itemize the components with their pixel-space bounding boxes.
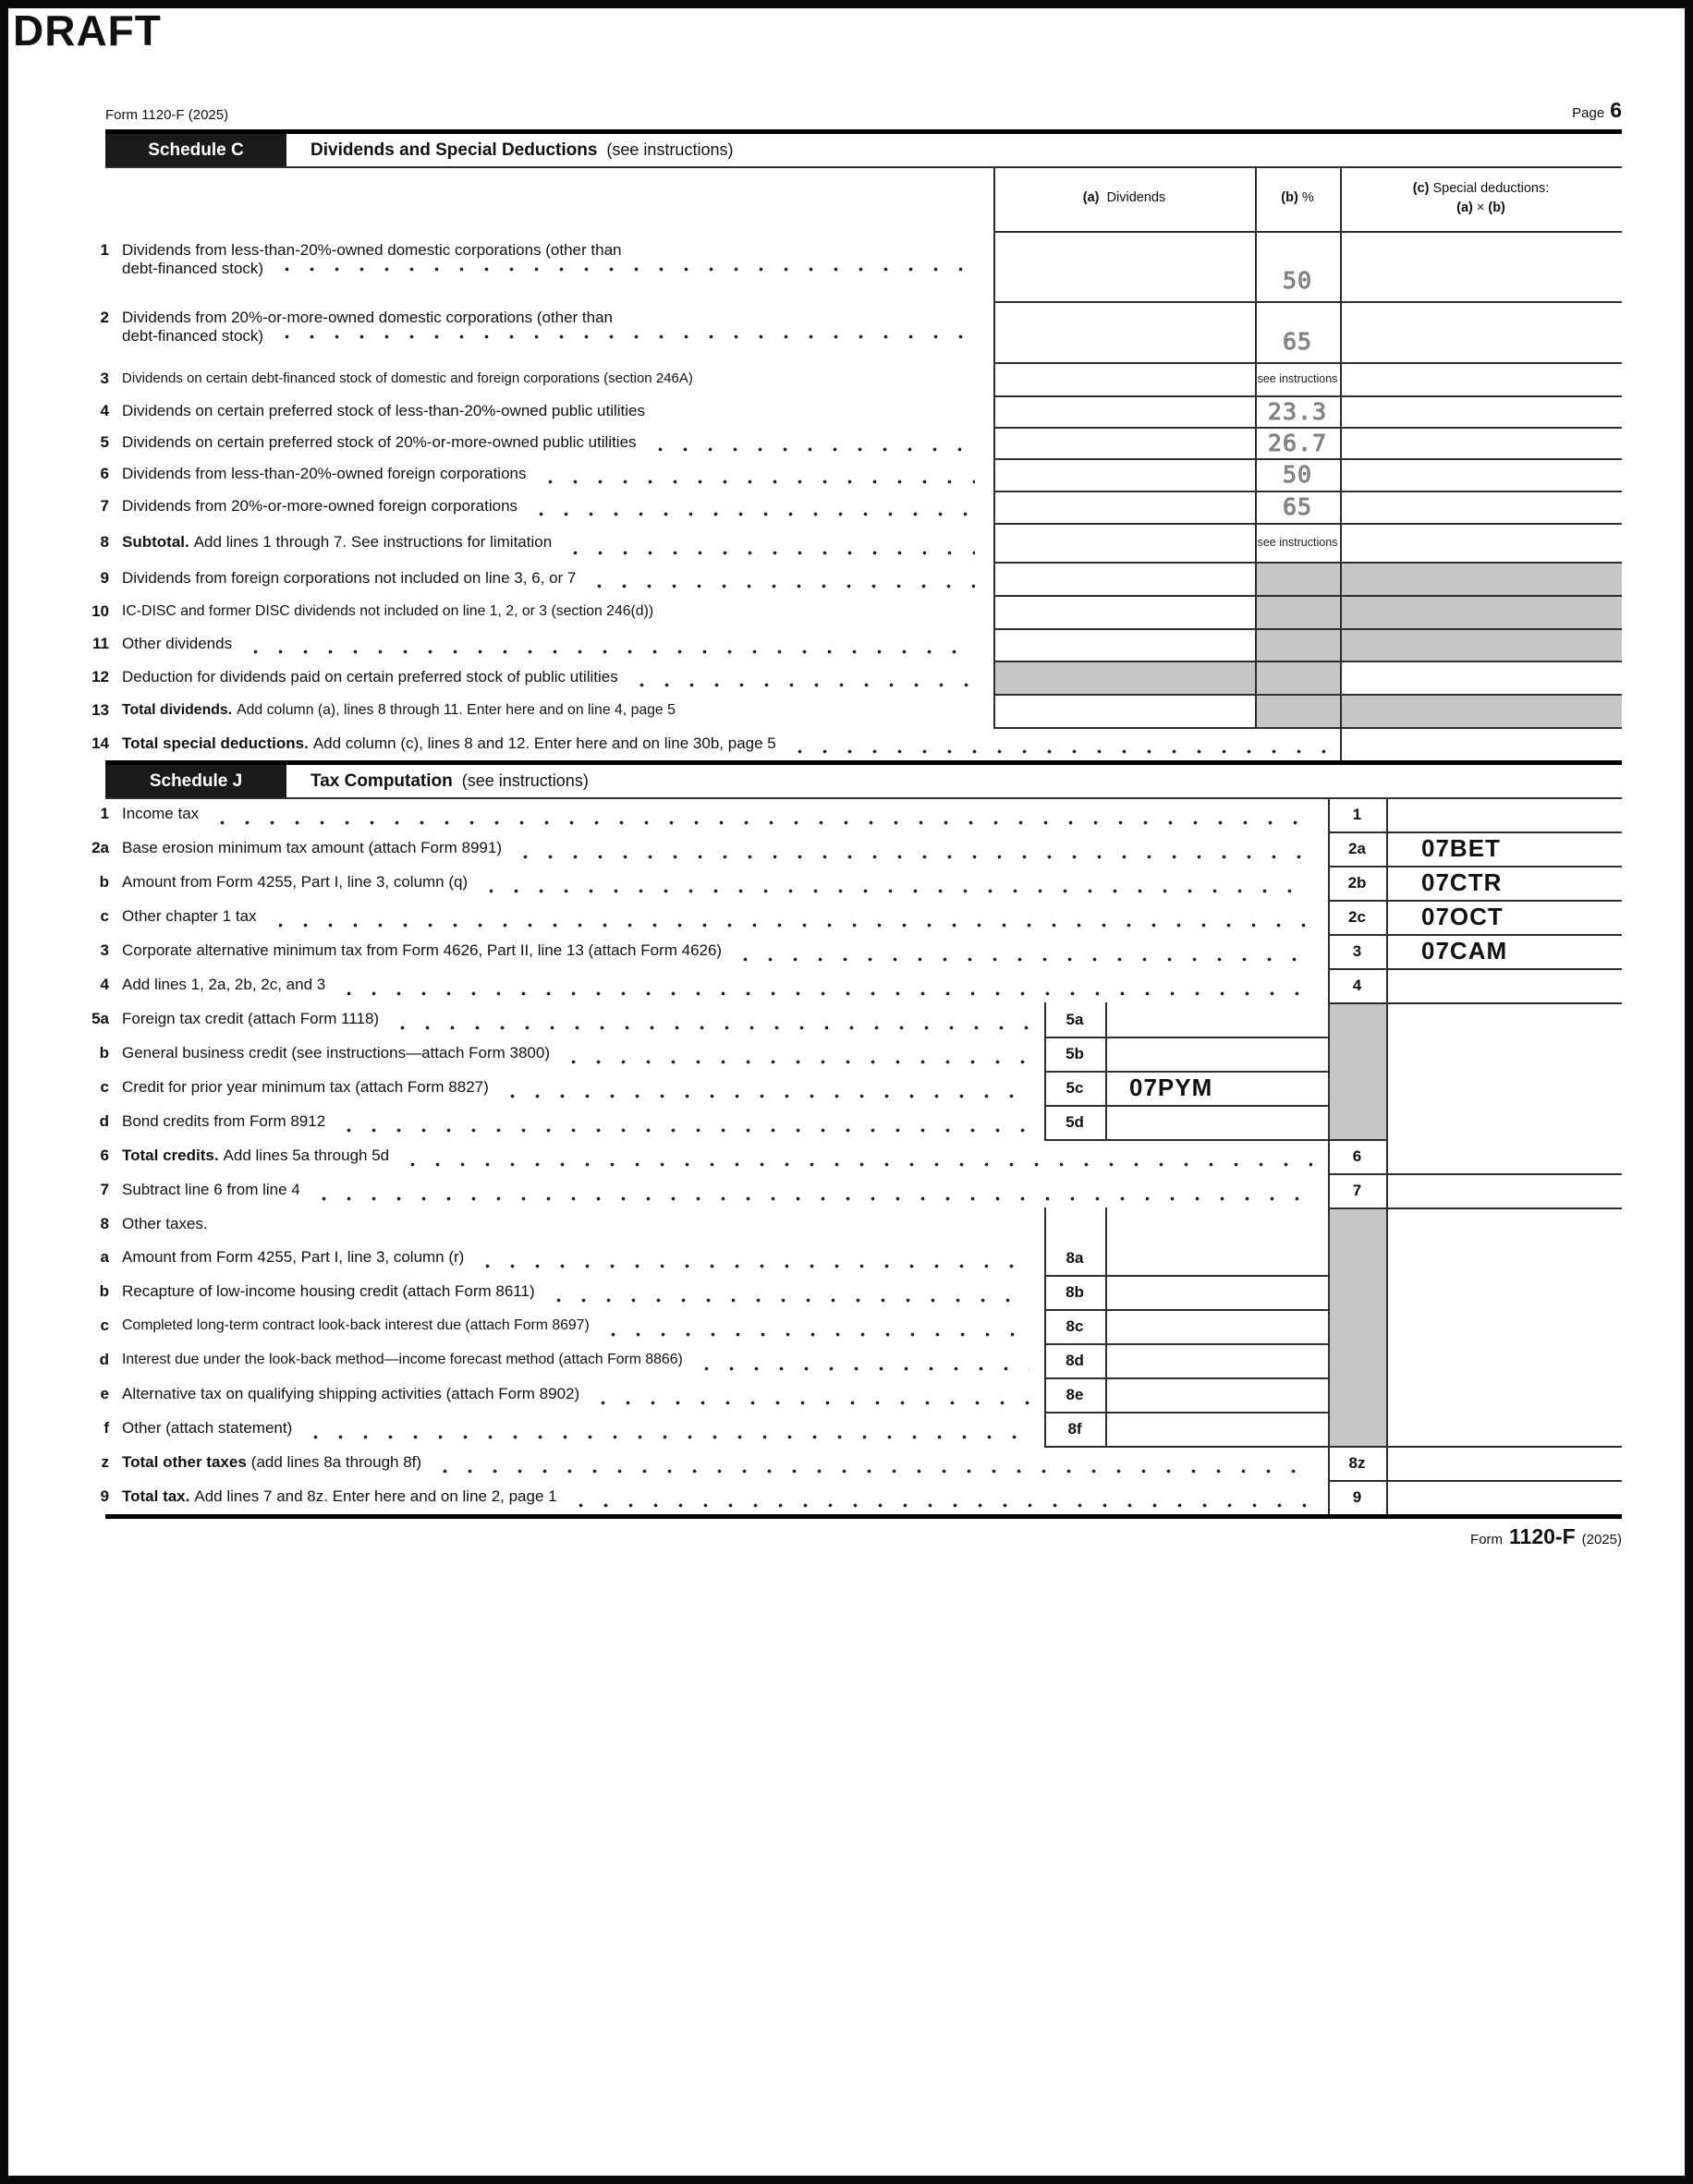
sj-line8z-label: z Total other taxes (add lines 8a through 8f)	[55, 1446, 1322, 1480]
sc-line6-label: 6 Dividends from less-than-20%-owned foreign corporations	[55, 458, 984, 491]
sc-line11-label: 11 Other dividends	[55, 628, 984, 661]
sj-line5a-amount-field[interactable]	[1105, 1002, 1328, 1037]
sj-line8a-label: a Amount from Form 4255, Part I, line 3, column (r)	[55, 1241, 1039, 1275]
sj-line9-number: 9	[1352, 1487, 1362, 1506]
sj-line8e-box: 8e	[1066, 1385, 1084, 1403]
sj-line8-label: 8 Other taxes.	[100, 1214, 208, 1232]
shaded-cell	[1255, 562, 1622, 595]
grid-line	[1328, 1207, 1622, 1209]
sj-line8f-box: 8f	[1067, 1419, 1082, 1438]
dot-leader	[529, 512, 975, 516]
dot-leader	[243, 649, 975, 654]
sj-line2c-amount-field[interactable]: 07OCT	[1421, 903, 1504, 930]
sj-line8c-box: 8c	[1066, 1316, 1084, 1335]
sc-line1-label: 1 Dividends from less-than-20%-owned domestic corporations (other than debt-financed stock)	[55, 231, 984, 311]
dot-leader	[787, 749, 1331, 754]
shaded-cell	[993, 661, 1340, 694]
sj-line7-label: 7 Subtract line 6 from line 4	[55, 1173, 1322, 1207]
sj-line2a-number: 2a	[1348, 839, 1366, 857]
dot-leader	[733, 957, 1312, 962]
sj-line4-amount-field[interactable]	[1386, 968, 1622, 1002]
dot-leader	[475, 1264, 1029, 1268]
sj-line5b-box: 5b	[1066, 1044, 1084, 1062]
sc-line8-dividends-field[interactable]	[995, 525, 1253, 560]
sc-line13-dividends-field[interactable]	[995, 696, 1253, 725]
dot-leader	[513, 855, 1312, 859]
sc-line5-dividends-field[interactable]	[995, 429, 1253, 456]
sc-line5-special-deduction-field[interactable]	[1342, 429, 1620, 456]
sj-line8b-box: 8b	[1066, 1282, 1084, 1301]
sc-line4-label: 4 Dividends on certain preferred stock of less-than-20%-owned public utilities	[100, 401, 646, 419]
dot-leader	[274, 334, 975, 339]
sj-line2a-amount-field[interactable]: 07BET	[1421, 834, 1501, 862]
sj-line6-label: 6 Total credits. Add lines 5a through 5d	[55, 1139, 1322, 1173]
sc-line5-label: 5 Dividends on certain preferred stock of 20%-or-more-owned public utilities	[55, 427, 984, 458]
sc-line7-pct: 65	[1282, 493, 1313, 520]
dot-leader	[311, 1196, 1312, 1201]
sj-line8z-number: 8z	[1348, 1453, 1366, 1472]
sj-line2b-number: 2b	[1347, 873, 1367, 892]
col-c-header: (c) Special deductions: (a) × (b)	[1412, 180, 1550, 215]
sj-line7-amount-field[interactable]	[1386, 1173, 1622, 1207]
sj-line8a-box: 8a	[1066, 1248, 1084, 1267]
sc-line8-pct-note: see instructions	[1257, 536, 1338, 549]
sj-line9-label: 9 Total tax. Add lines 7 and 8z. Enter here and on line 2, page 1	[55, 1480, 1322, 1514]
sc-line10-label: 10 IC-DISC and former DISC dividends not included on line 1, 2, or 3 (section 246(d))	[91, 601, 654, 620]
dot-leader	[479, 889, 1312, 893]
sj-line5b-amount-field[interactable]	[1105, 1037, 1328, 1071]
sc-line14-label: 14 Total special deductions. Add column (c), lines 8 and 12. Enter here and on line 30b, page 5	[55, 727, 1340, 760]
dot-leader	[303, 1435, 1029, 1439]
sc-line8-special-deduction-field[interactable]	[1342, 525, 1620, 560]
sc-line14-special-deduction-field[interactable]	[1342, 729, 1620, 758]
schedule-c-header	[105, 134, 1622, 166]
schedule-c-title: Dividends and Special Deductions	[311, 140, 598, 160]
sc-line4-special-deduction-field[interactable]	[1342, 397, 1620, 425]
sc-line12-label: 12 Deduction for dividends paid on certain preferred stock of public utilities	[55, 661, 984, 694]
sc-line13-label: 13 Total dividends. Add column (a), lines 8 through 11. Enter here and on line 4, page 5	[91, 700, 676, 719]
sj-line9-amount-field[interactable]	[1386, 1480, 1622, 1514]
sj-line2c-label: c Other chapter 1 tax	[55, 900, 1322, 934]
sc-line9-label: 9 Dividends from foreign corporations not included on line 3, 6, or 7	[55, 562, 984, 595]
col-b-header: (b) %	[1281, 190, 1314, 206]
sj-line2c-number: 2c	[1348, 907, 1366, 926]
dot-leader	[563, 551, 975, 555]
dot-leader	[336, 991, 1312, 996]
sc-line10-dividends-field[interactable]	[995, 597, 1253, 626]
page-number: 6	[1610, 98, 1622, 122]
sc-line6-dividends-field[interactable]	[995, 460, 1253, 489]
shaded-cell	[1328, 1207, 1386, 1446]
grid-line	[1328, 1002, 1622, 1004]
sj-line4-number: 4	[1352, 976, 1362, 994]
footer-form-id: Form 1120-F (2025)	[1470, 1524, 1622, 1548]
dot-leader	[210, 820, 1312, 825]
page-word: Page	[1572, 105, 1605, 121]
sc-line1-pct: 50	[1282, 267, 1313, 294]
sj-line5d-box: 5d	[1066, 1112, 1084, 1131]
sj-line8e-amount-field[interactable]	[1105, 1377, 1328, 1412]
dot-leader	[274, 267, 975, 272]
dot-leader	[591, 1401, 1029, 1405]
sc-line2-special-deduction-field[interactable]	[1342, 303, 1620, 360]
sj-line5d-amount-field[interactable]	[1105, 1105, 1328, 1139]
sc-line7-dividends-field[interactable]	[995, 492, 1253, 521]
dot-leader	[538, 479, 976, 484]
sc-line3-special-deduction-field[interactable]	[1342, 364, 1620, 394]
dot-leader	[587, 584, 975, 588]
sc-line6-pct: 50	[1282, 461, 1313, 488]
dot-leader	[432, 1469, 1312, 1474]
sj-line1-amount-field[interactable]	[1386, 797, 1622, 831]
page-indicator	[1572, 98, 1622, 123]
sc-line2-pct: 65	[1282, 328, 1313, 355]
dot-leader	[629, 683, 975, 687]
sc-line1-special-deduction-field[interactable]	[1342, 233, 1620, 299]
dot-leader	[400, 1162, 1312, 1167]
sj-line6-amount-field[interactable]	[1386, 1139, 1622, 1173]
shaded-cell	[1328, 1002, 1386, 1139]
sj-line2a-label: 2a Base erosion minimum tax amount (attach Form 8991)	[55, 831, 1322, 866]
sj-line3-number: 3	[1352, 941, 1362, 960]
sj-line8f-label: f Other (attach statement)	[55, 1412, 1039, 1446]
sj-line5c-box: 5c	[1066, 1078, 1084, 1097]
sj-line8a-amount-field[interactable]	[1105, 1241, 1328, 1275]
sj-line5b-label: b General business credit (see instructions—attach Form 3800)	[55, 1037, 1039, 1071]
dot-leader	[500, 1094, 1029, 1098]
sc-line7-label: 7 Dividends from 20%-or-more-owned foreign corporations	[55, 491, 984, 523]
sc-line8-label: 8 Subtotal. Add lines 1 through 7. See instructions for limitation	[55, 523, 984, 562]
col-a-header: (a) Dividends	[1082, 190, 1166, 206]
sc-line7-special-deduction-field[interactable]	[1342, 492, 1620, 521]
sj-line8f-amount-field[interactable]	[1105, 1412, 1328, 1446]
sc-line9-dividends-field[interactable]	[995, 564, 1253, 593]
sj-line5a-box: 5a	[1066, 1010, 1084, 1028]
dot-leader	[694, 1366, 1029, 1371]
sc-line11-dividends-field[interactable]	[995, 630, 1253, 659]
sj-line4-label: 4 Add lines 1, 2a, 2b, 2c, and 3	[55, 968, 1322, 1002]
dot-leader	[601, 1332, 1029, 1337]
dot-leader	[336, 1128, 1029, 1133]
sc-line3-label: 3 Dividends on certain debt-financed stock of domestic and foreign corporations (section 246A)	[100, 369, 693, 387]
draft-watermark: DRAFT	[13, 6, 162, 55]
sj-line8b-amount-field[interactable]	[1105, 1275, 1328, 1309]
sc-line3-pct-note: see instructions	[1257, 372, 1338, 385]
schedule-j-header	[105, 765, 1622, 797]
sj-line8d-amount-field[interactable]	[1105, 1343, 1328, 1377]
sj-line8c-label: c Completed long-term contract look-back interest due (attach Form 8697)	[55, 1309, 1039, 1343]
sc-line2-label: 2 Dividends from 20%-or-more-owned domestic corporations (other than debt-financed stock)	[55, 301, 984, 370]
sj-line8e-label: e Alternative tax on qualifying shipping activities (attach Form 8902)	[55, 1377, 1039, 1412]
sj-line6-number: 6	[1352, 1147, 1362, 1165]
sc-line3-dividends-field[interactable]	[995, 364, 1253, 394]
shaded-cell	[1255, 628, 1622, 661]
schedule-j-hint: (see instructions)	[461, 771, 589, 790]
sj-line8z-amount-field[interactable]	[1386, 1446, 1622, 1480]
schedule-c-tab: Schedule C	[105, 134, 286, 166]
sj-line5c-amount-field[interactable]: 07PYM	[1129, 1074, 1213, 1101]
sj-line3-label: 3 Corporate alternative minimum tax from Form 4626, Part II, line 13 (attach Form 4626)	[55, 934, 1322, 968]
sc-line12-special-deduction-field[interactable]	[1342, 662, 1620, 692]
divider	[105, 1514, 1622, 1519]
dot-leader	[648, 447, 975, 452]
sj-line1-label: 1 Income tax	[55, 797, 1322, 831]
dot-leader	[561, 1060, 1029, 1064]
sj-line1-number: 1	[1352, 805, 1362, 823]
sj-line8d-box: 8d	[1066, 1351, 1084, 1369]
dot-leader	[268, 923, 1312, 928]
schedule-c-hint: (see instructions)	[606, 140, 734, 159]
dot-leader	[390, 1025, 1029, 1030]
sj-line7-number: 7	[1352, 1181, 1362, 1199]
sc-line4-pct: 23.3	[1267, 397, 1328, 425]
sc-line6-special-deduction-field[interactable]	[1342, 460, 1620, 489]
sc-line4-dividends-field[interactable]	[995, 397, 1253, 425]
form-number: Form 1120-F (2025)	[105, 107, 229, 123]
sc-line2-dividends-field[interactable]	[995, 303, 1253, 360]
dot-leader	[568, 1503, 1312, 1508]
sj-line8d-label: d Interest due under the look-back method—income forecast method (attach Form 8866)	[55, 1343, 1039, 1377]
sc-line5-pct: 26.7	[1267, 429, 1328, 456]
sj-line3-amount-field[interactable]: 07CAM	[1421, 937, 1508, 965]
sj-line8b-label: b Recapture of low-income housing credit (attach Form 8611)	[55, 1275, 1039, 1309]
schedule-j-title: Tax Computation	[311, 770, 453, 791]
schedule-j-tab: Schedule J	[105, 765, 286, 797]
sc-line1-dividends-field[interactable]	[995, 233, 1253, 299]
sj-line5a-label: 5a Foreign tax credit (attach Form 1118)	[55, 1002, 1039, 1037]
sj-line2b-amount-field[interactable]: 07CTR	[1421, 868, 1503, 896]
shaded-cell	[1255, 595, 1622, 628]
dot-leader	[546, 1298, 1029, 1303]
sj-line5c-label: c Credit for prior year minimum tax (attach Form 8827)	[55, 1071, 1039, 1105]
sj-line8c-amount-field[interactable]	[1105, 1309, 1328, 1343]
shaded-cell	[1255, 694, 1622, 727]
sj-line2b-label: b Amount from Form 4255, Part I, line 3, column (q)	[55, 866, 1322, 900]
sj-line5d-label: d Bond credits from Form 8912	[55, 1105, 1039, 1139]
